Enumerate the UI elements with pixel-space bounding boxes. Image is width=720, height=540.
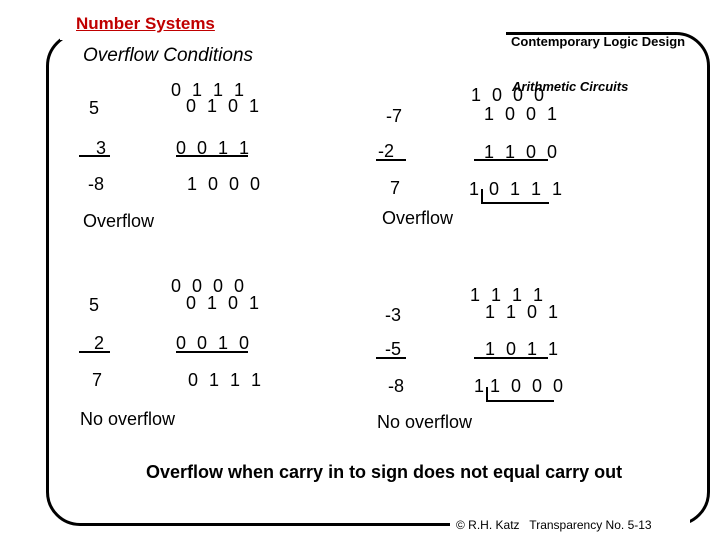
section-title: Number Systems	[76, 14, 215, 33]
carry-row: 0 0 0 0	[171, 276, 248, 296]
sum-rule-decimal	[79, 351, 110, 353]
carry-row: 0 1 1 1	[171, 80, 248, 100]
operand-a-decimal: 5	[89, 98, 100, 118]
sum-rule-decimal	[79, 155, 110, 157]
sum-rule-decimal	[376, 159, 406, 161]
operand-b-binary: 0 0 1 0	[176, 333, 253, 353]
sum-rule-binary	[176, 351, 248, 353]
sum-carry-out: 1	[469, 179, 483, 199]
sum-carry-out: 1	[474, 376, 488, 396]
carry-row: 1 1 1 1	[470, 285, 547, 305]
operand-b-decimal: 3	[96, 138, 107, 158]
operand-a-binary: 1 1 0 1	[485, 302, 562, 322]
slide-title: Overflow Conditions	[83, 45, 254, 66]
sum-binary: 1 0 0 0	[187, 174, 264, 194]
carry-row: 1 0 0 0	[471, 85, 548, 105]
sum-rule-binary	[474, 357, 548, 359]
sum-decimal: -8	[388, 376, 405, 396]
carry-out-rule	[481, 202, 549, 204]
verdict-label: No overflow	[80, 409, 176, 429]
verdict-label: Overflow	[83, 211, 155, 231]
operand-b-binary: 0 0 1 1	[176, 138, 253, 158]
operand-b-binary: 1 1 0 0	[484, 142, 561, 162]
operand-b-decimal: 2	[94, 333, 105, 353]
sum-rule-binary	[474, 159, 548, 161]
operand-a-binary: 0 1 0 1	[186, 293, 263, 313]
verdict-label: No overflow	[377, 412, 473, 432]
sum-decimal: 7	[92, 370, 103, 390]
sum-binary: 1 0 0 0	[490, 376, 567, 396]
sum-decimal: -8	[88, 174, 105, 194]
sum-decimal: 7	[390, 178, 401, 198]
sum-rule-binary	[176, 155, 248, 157]
operand-a-decimal: 5	[89, 295, 100, 315]
operand-b-decimal: -2	[378, 141, 395, 161]
sum-binary: 0 1 1 1	[188, 370, 265, 390]
sum-rule-decimal	[376, 357, 406, 359]
carry-out-rule	[486, 400, 554, 402]
operand-a-decimal: -3	[385, 305, 402, 325]
verdict-label: Overflow	[382, 208, 454, 228]
operand-a-binary: 1 0 0 1	[484, 104, 561, 124]
operand-b-decimal: -5	[385, 339, 402, 359]
operand-a-decimal: -7	[386, 106, 403, 126]
footer-credit: © R.H. Katz Transparency No. 5-13	[456, 518, 652, 532]
carry-out-marker	[481, 189, 483, 203]
carry-out-marker	[486, 387, 488, 401]
overflow-rule: Overflow when carry in to sign does not equal carry out	[146, 462, 623, 482]
sum-binary: 0 1 1 1	[489, 179, 566, 199]
operand-a-binary: 0 1 0 1	[186, 96, 263, 116]
chapter-title: Arithmetic Circuits	[512, 79, 629, 94]
course-title: Contemporary Logic Design	[511, 34, 686, 49]
operand-b-binary: 1 0 1 1	[485, 339, 562, 359]
